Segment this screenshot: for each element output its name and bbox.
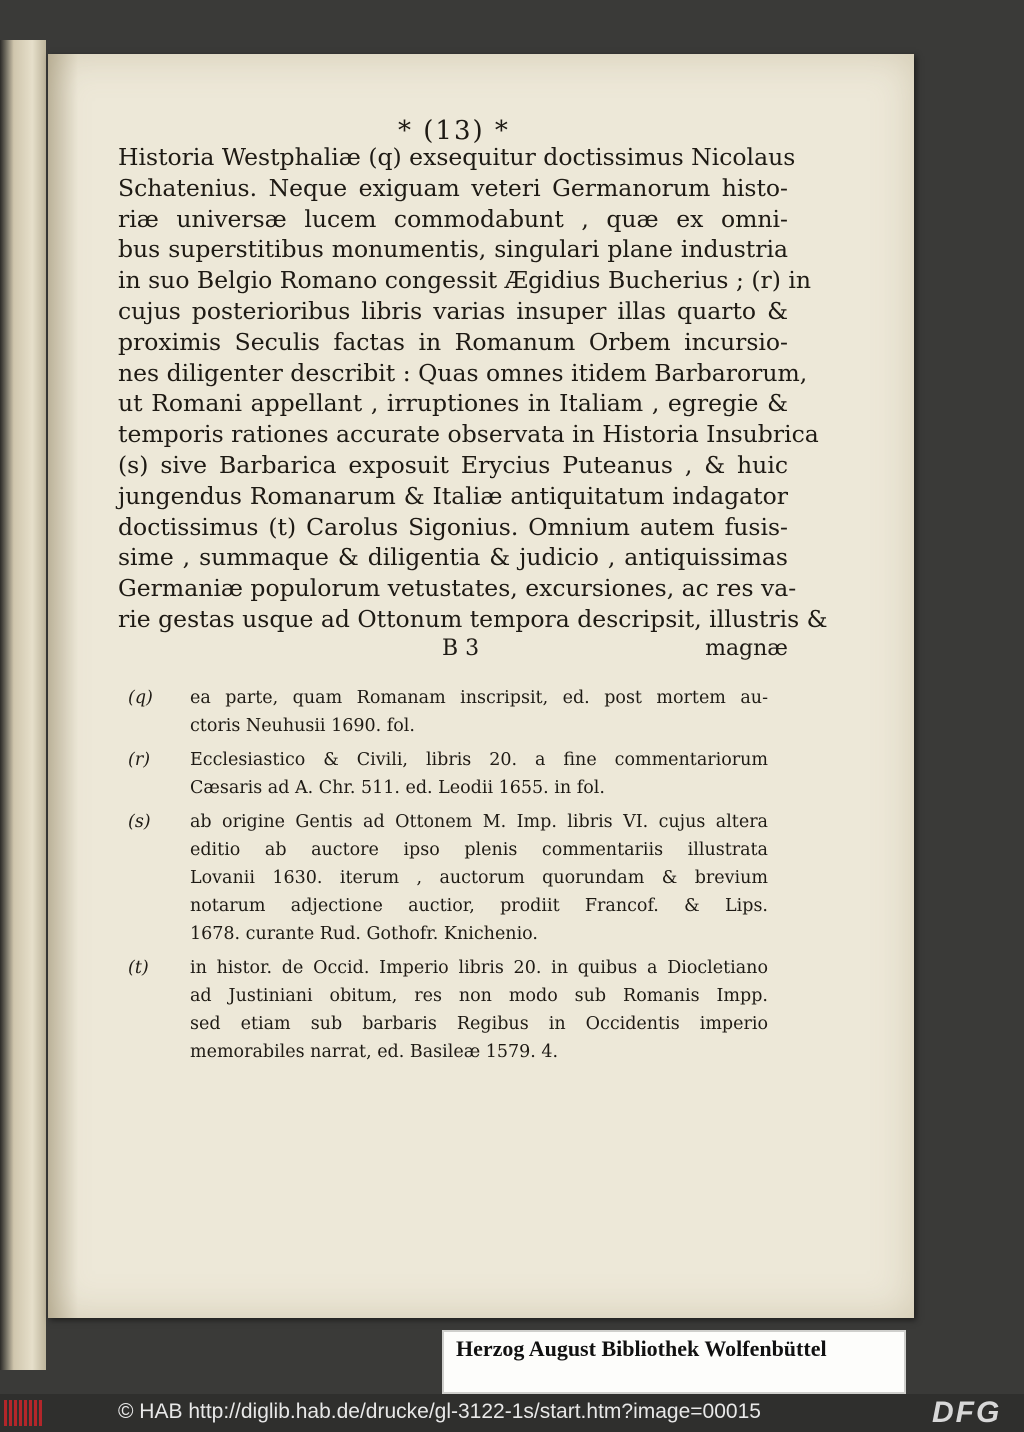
body-line: nes diligenter describit : Quas omnes itidem Barbarorum, <box>118 358 808 387</box>
footnote-q <box>128 684 768 740</box>
body-line: Historia Westphaliæ (q) exsequitur doctissimus Nicolaus <box>118 143 796 171</box>
body-line: Schatenius. Neque exiguam veteri Germanorum histo- <box>118 173 788 202</box>
body-line: doctissimus (t) Carolus Sigonius. Omnium autem fusis- <box>118 512 788 541</box>
footnotes <box>128 684 768 1072</box>
body-line: temporis rationes accurate observata in Historia Insubrica <box>118 420 819 449</box>
footnote-t <box>128 954 768 1066</box>
body-line: rie gestas usque ad Ottonum tempora descripsit, illustris & <box>118 604 828 633</box>
body-line: ut Romani appellant , irruptiones in Italiam , egregie & <box>118 389 788 418</box>
facing-page-edge <box>0 40 46 1370</box>
footnote-mark: (t) <box>128 958 149 978</box>
archive-logo-icon <box>4 1400 44 1426</box>
signature-mark: B 3 <box>442 636 480 661</box>
footnote-s <box>128 808 768 948</box>
footnote-r <box>128 746 768 802</box>
footnote-mark: (s) <box>128 812 151 832</box>
copyright-text[interactable]: © HAB http://diglib.hab.de/drucke/gl-3122-1s/start.htm?image=00015 <box>118 1400 761 1423</box>
dfg-logo: DFG <box>932 1396 1002 1429</box>
body-line: riæ universæ lucem commodabunt , quæ ex omni- <box>118 204 788 233</box>
body-line: Germaniæ populorum vetustates, excursiones, ac res va- <box>118 574 797 603</box>
footnote-mark: (r) <box>128 750 151 770</box>
body-text <box>118 142 828 635</box>
body-line: cujus posterioribus libris varias insuper illas quarto & <box>118 296 788 325</box>
footnote-line: memorabiles narrat, ed. Basileæ 1579. 4. <box>190 1042 559 1062</box>
body-line: sime , summaque & diligentia & judicio , antiquissimas <box>118 543 788 572</box>
footnote-line: notarum adjectione auctior, prodiit Francof. & Lips. <box>190 896 768 916</box>
footnote-line: Cæsaris ad A. Chr. 511. ed. Leodii 1655. in fol. <box>190 778 605 798</box>
body-line: in suo Belgio Romano congessit Ægidius Bucherius ; (r) in <box>118 266 812 295</box>
footnote-line: ea parte, quam Romanam inscripsit, ed. post mortem au- <box>190 688 768 708</box>
footnote-line: 1678. curante Rud. Gothofr. Knichenio. <box>190 924 538 944</box>
footnote-line: Ecclesiastico & Civili, libris 20. a fine commentariorum <box>190 750 768 770</box>
footnote-line: ab origine Gentis ad Ottonem M. Imp. libris VI. cujus altera <box>190 812 768 832</box>
body-line: jungendus Romanarum & Italiæ antiquitatum indagator <box>118 481 788 510</box>
body-line: proximis Seculis factas in Romanum Orbem incursio- <box>118 327 788 356</box>
footnote-line: ad Justiniani obitum, res non modo sub Romanis Impp. <box>190 986 768 1006</box>
footnote-line: in histor. de Occid. Imperio libris 20. in quibus a Diocletiano <box>190 958 768 978</box>
footnote-mark: (q) <box>128 688 153 708</box>
catchword: magnæ <box>705 636 788 661</box>
page-number: * (13) * <box>398 116 510 146</box>
footnote-line: sed etiam sub barbaris Regibus in Occidentis imperio <box>190 1014 768 1034</box>
body-line: bus superstitibus monumentis, singulari plane industria <box>118 235 788 264</box>
body-line: (s) sive Barbarica exposuit Erycius Puteanus , & huic <box>118 450 788 479</box>
footnote-line: ctoris Neuhusii 1690. fol. <box>190 716 415 736</box>
footnote-line: editio ab auctore ipso plenis commentariis illustrata <box>190 840 768 860</box>
footnote-line: Lovanii 1630. iterum , auctorum quorundam & brevium <box>190 868 768 888</box>
book-page <box>48 54 914 1318</box>
scale-card-title: Herzog August Bibliothek Wolfenbüttel <box>456 1336 827 1361</box>
signature-row <box>118 636 788 666</box>
page-gutter-shadow <box>48 54 78 1318</box>
